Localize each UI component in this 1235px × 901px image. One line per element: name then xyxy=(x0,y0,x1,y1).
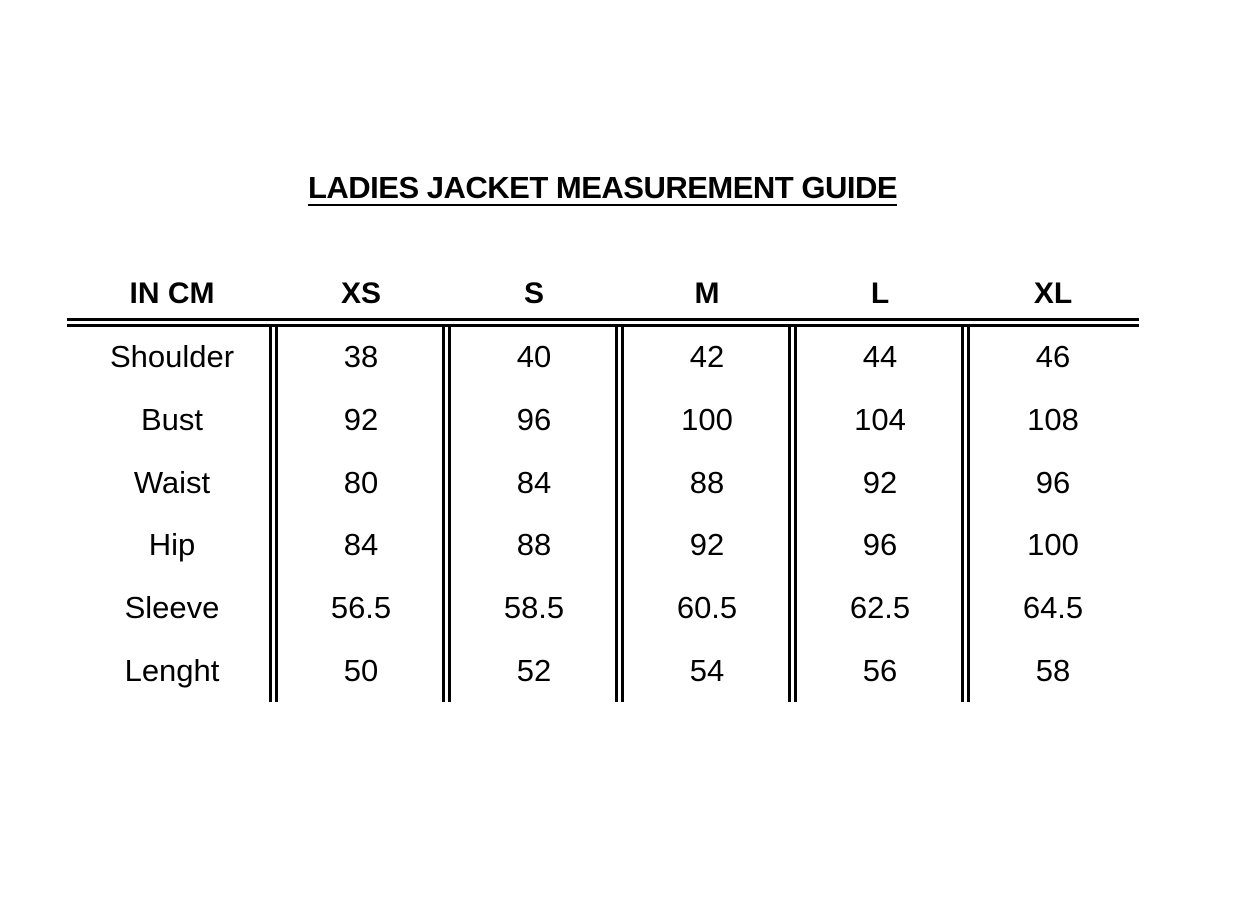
cell-value: 88 xyxy=(516,527,552,562)
cell-value: 40 xyxy=(516,339,552,374)
cell-value: 52 xyxy=(516,653,552,688)
row-label: Waist xyxy=(133,465,211,500)
row-label: Shoulder xyxy=(109,339,235,374)
cell-value: 80 xyxy=(343,465,379,500)
table-row-bust xyxy=(0,389,1235,451)
header-size-s: S xyxy=(523,277,544,310)
cell-value: 62.5 xyxy=(849,590,911,625)
header-size-xl: XL xyxy=(1033,277,1073,310)
cell-value: 56.5 xyxy=(330,590,392,625)
cell-value: 60.5 xyxy=(676,590,738,625)
header-divider-top xyxy=(67,318,1139,321)
header-corner-label: IN CM xyxy=(129,277,215,310)
header-size-xs: XS xyxy=(340,277,382,310)
cell-value: 96 xyxy=(1035,465,1071,500)
table-row-waist xyxy=(0,452,1235,514)
cell-value: 58.5 xyxy=(503,590,565,625)
table-row-lenght xyxy=(0,640,1235,702)
cell-value: 92 xyxy=(343,402,379,437)
table-header-row xyxy=(0,272,1235,316)
cell-value: 42 xyxy=(689,339,725,374)
cell-value: 84 xyxy=(343,527,379,562)
row-label: Lenght xyxy=(124,653,220,688)
cell-value: 96 xyxy=(862,527,898,562)
table-row-sleeve xyxy=(0,577,1235,639)
cell-value: 38 xyxy=(343,339,379,374)
row-label: Sleeve xyxy=(124,590,220,625)
cell-value: 104 xyxy=(854,402,906,437)
cell-value: 96 xyxy=(516,402,552,437)
table-row-shoulder xyxy=(0,326,1235,388)
cell-value: 100 xyxy=(1027,527,1079,562)
cell-value: 50 xyxy=(343,653,379,688)
page-title: LADIES JACKET MEASUREMENT GUIDE xyxy=(307,170,898,205)
cell-value: 56 xyxy=(862,653,898,688)
cell-value: 64.5 xyxy=(1022,590,1084,625)
cell-value: 46 xyxy=(1035,339,1071,374)
table-row-hip xyxy=(0,514,1235,576)
cell-value: 92 xyxy=(862,465,898,500)
row-label: Bust xyxy=(140,402,204,437)
cell-value: 54 xyxy=(689,653,725,688)
cell-value: 44 xyxy=(862,339,898,374)
cell-value: 88 xyxy=(689,465,725,500)
cell-value: 58 xyxy=(1035,653,1071,688)
row-label: Hip xyxy=(148,527,196,562)
cell-value: 84 xyxy=(516,465,552,500)
header-size-m: M xyxy=(694,277,720,310)
cell-value: 108 xyxy=(1027,402,1079,437)
cell-value: 92 xyxy=(689,527,725,562)
header-size-l: L xyxy=(870,277,890,310)
cell-value: 100 xyxy=(681,402,733,437)
